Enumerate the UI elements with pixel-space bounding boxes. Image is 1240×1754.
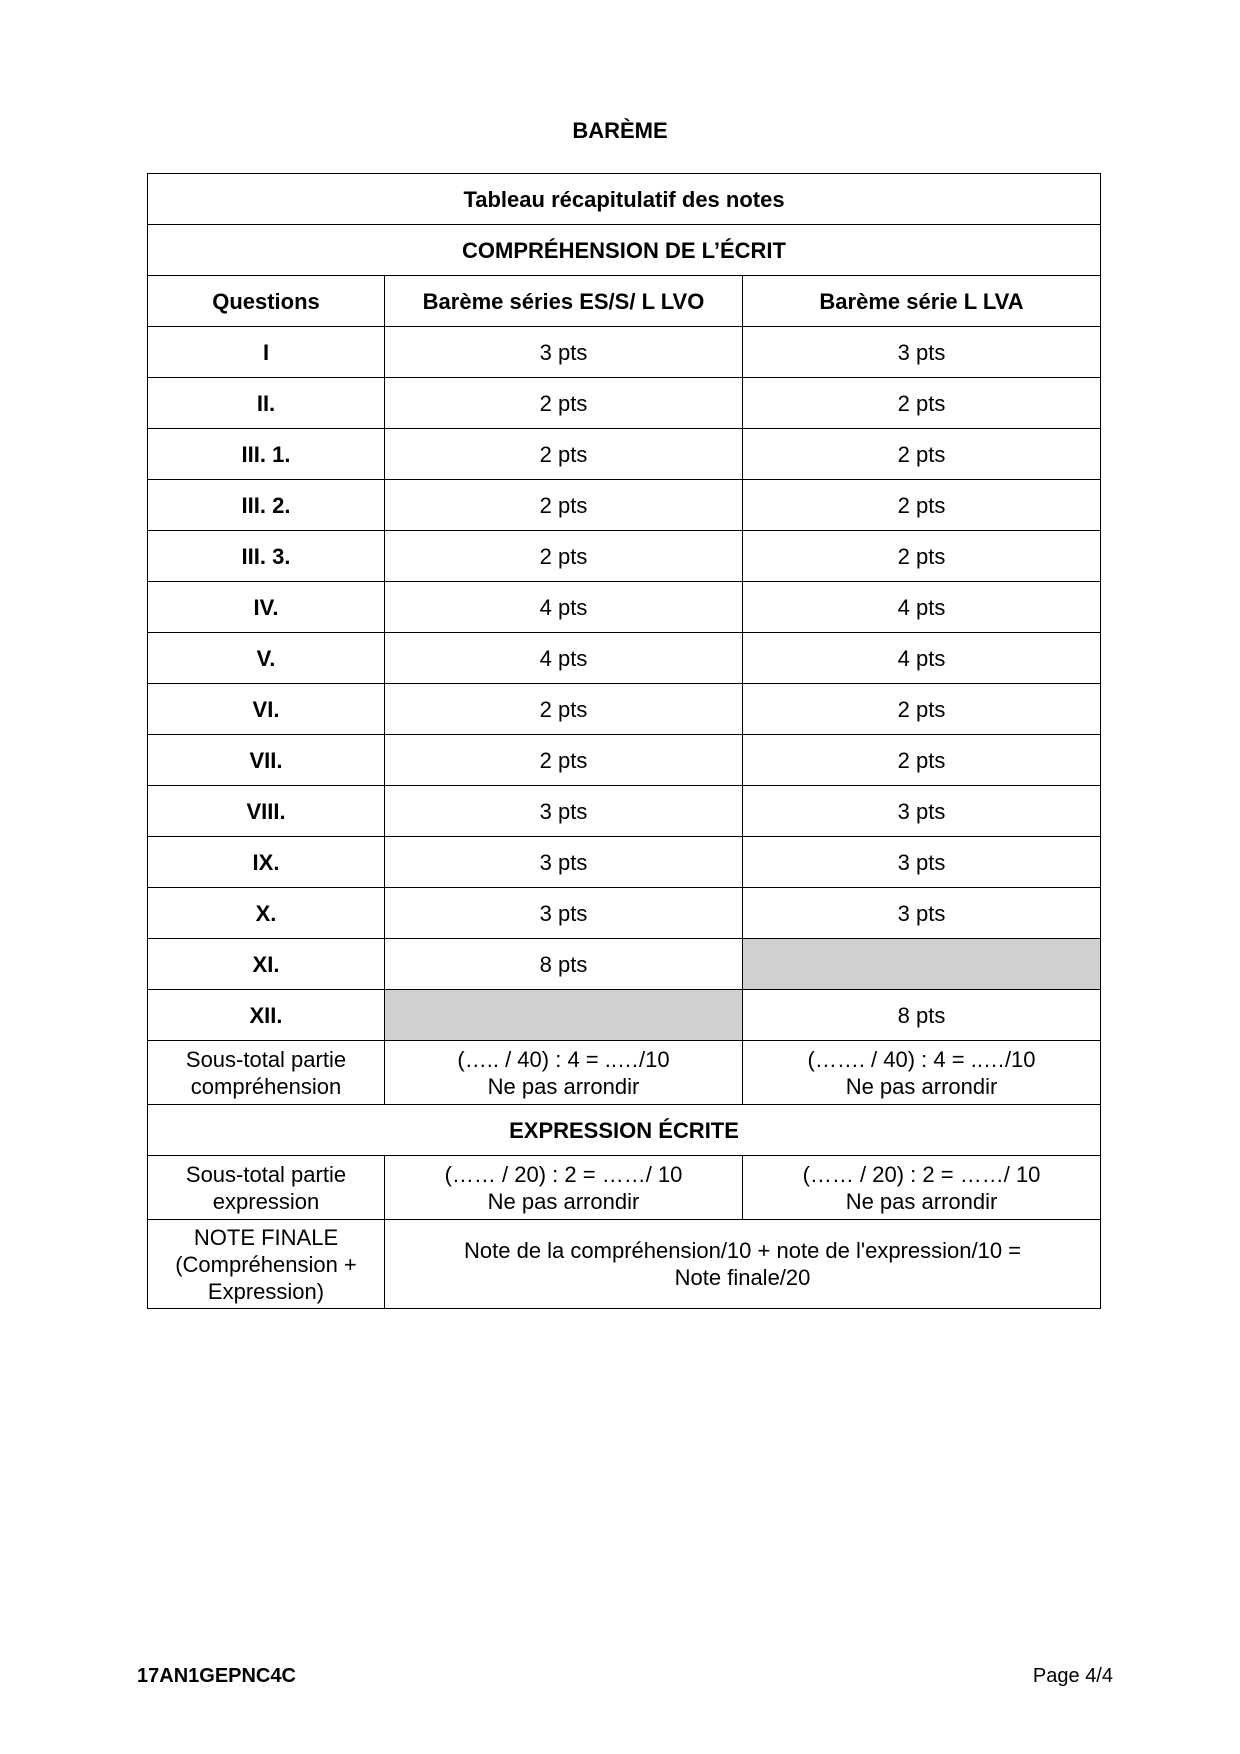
question-cell: III. 3. <box>148 531 385 582</box>
question-cell: X. <box>148 888 385 939</box>
question-cell: XII. <box>148 990 385 1041</box>
shaded-empty-cell <box>385 990 743 1041</box>
page-title: BARÈME <box>572 118 668 143</box>
subtotal-expression-lva: (…… / 20) : 2 = ……/ 10 Ne pas arrondir <box>743 1156 1101 1220</box>
question-cell: VIII. <box>148 786 385 837</box>
subtotal-expression-row <box>148 1156 1101 1220</box>
table-row <box>148 633 1101 684</box>
table-row <box>148 888 1101 939</box>
table-row <box>148 429 1101 480</box>
question-cell: VII. <box>148 735 385 786</box>
lva-points-cell: 4 pts <box>743 633 1101 684</box>
question-cell: III. 1. <box>148 429 385 480</box>
header-questions: Questions <box>148 276 385 327</box>
lvo-points-cell: 2 pts <box>385 429 743 480</box>
question-cell: XI. <box>148 939 385 990</box>
table-row <box>148 582 1101 633</box>
table-caption: Tableau récapitulatif des notes <box>148 174 1101 225</box>
question-cell: IX. <box>148 837 385 888</box>
lvo-points-cell: 8 pts <box>385 939 743 990</box>
lvo-points-cell: 2 pts <box>385 531 743 582</box>
table-row <box>148 378 1101 429</box>
subtotal-comprehension-lvo: (….. / 40) : 4 = ..…/10 Ne pas arrondir <box>385 1041 743 1105</box>
section-comprehension-heading: COMPRÉHENSION DE L’ÉCRIT <box>148 225 1101 276</box>
section-header-row <box>148 1105 1101 1156</box>
lvo-points-cell: 3 pts <box>385 786 743 837</box>
lva-points-cell: 3 pts <box>743 888 1101 939</box>
table-row <box>148 531 1101 582</box>
subtotal-comprehension-label: Sous-total partie compréhension <box>148 1041 385 1105</box>
final-grade-row <box>148 1220 1101 1309</box>
subtotal-comprehension-lva: (……. / 40) : 4 = ..…/10 Ne pas arrondir <box>743 1041 1101 1105</box>
lva-points-cell: 2 pts <box>743 378 1101 429</box>
lvo-points-cell: 2 pts <box>385 378 743 429</box>
lvo-points-cell: 2 pts <box>385 684 743 735</box>
question-cell: VI. <box>148 684 385 735</box>
subtotal-expression-lvo: (…… / 20) : 2 = ……/ 10 Ne pas arrondir <box>385 1156 743 1220</box>
lvo-points-cell: 2 pts <box>385 735 743 786</box>
lva-points-cell: 2 pts <box>743 531 1101 582</box>
question-cell: IV. <box>148 582 385 633</box>
section-expression-heading: EXPRESSION ÉCRITE <box>148 1105 1101 1156</box>
lva-points-cell: 4 pts <box>743 582 1101 633</box>
lvo-points-cell: 3 pts <box>385 837 743 888</box>
lva-points-cell: 3 pts <box>743 786 1101 837</box>
score-table <box>147 173 1101 1309</box>
lvo-points-cell: 3 pts <box>385 888 743 939</box>
table-row <box>148 480 1101 531</box>
question-cell: V. <box>148 633 385 684</box>
header-lva: Barème série L LVA <box>743 276 1101 327</box>
table-row <box>148 990 1101 1041</box>
final-grade-label: NOTE FINALE (Compréhension + Expression) <box>148 1220 385 1309</box>
table-caption-row <box>148 174 1101 225</box>
table-row <box>148 786 1101 837</box>
final-grade-formula: Note de la compréhension/10 + note de l'expression/10 = Note finale/20 <box>385 1220 1101 1309</box>
lva-points-cell: 2 pts <box>743 429 1101 480</box>
shaded-empty-cell <box>743 939 1101 990</box>
lvo-points-cell: 2 pts <box>385 480 743 531</box>
lvo-points-cell: 4 pts <box>385 582 743 633</box>
column-header-row <box>148 276 1101 327</box>
document-code: 17AN1GEPNC4C <box>137 1665 296 1687</box>
table-row <box>148 837 1101 888</box>
question-cell: III. 2. <box>148 480 385 531</box>
lva-points-cell: 2 pts <box>743 684 1101 735</box>
lva-points-cell: 2 pts <box>743 480 1101 531</box>
subtotal-expression-label: Sous-total partie expression <box>148 1156 385 1220</box>
header-lvo: Barème séries ES/S/ L LVO <box>385 276 743 327</box>
lvo-points-cell: 4 pts <box>385 633 743 684</box>
table-row <box>148 684 1101 735</box>
table-row <box>148 939 1101 990</box>
lvo-points-cell: 3 pts <box>385 327 743 378</box>
page-number: Page 4/4 <box>1032 1665 1113 1687</box>
table-row <box>148 735 1101 786</box>
lva-points-cell: 3 pts <box>743 837 1101 888</box>
question-cell: II. <box>148 378 385 429</box>
lva-points-cell: 8 pts <box>743 990 1101 1041</box>
lva-points-cell: 2 pts <box>743 735 1101 786</box>
question-cell: I <box>148 327 385 378</box>
subtotal-comprehension-row <box>148 1041 1101 1105</box>
section-header-row <box>148 225 1101 276</box>
lva-points-cell: 3 pts <box>743 327 1101 378</box>
table-row <box>148 327 1101 378</box>
